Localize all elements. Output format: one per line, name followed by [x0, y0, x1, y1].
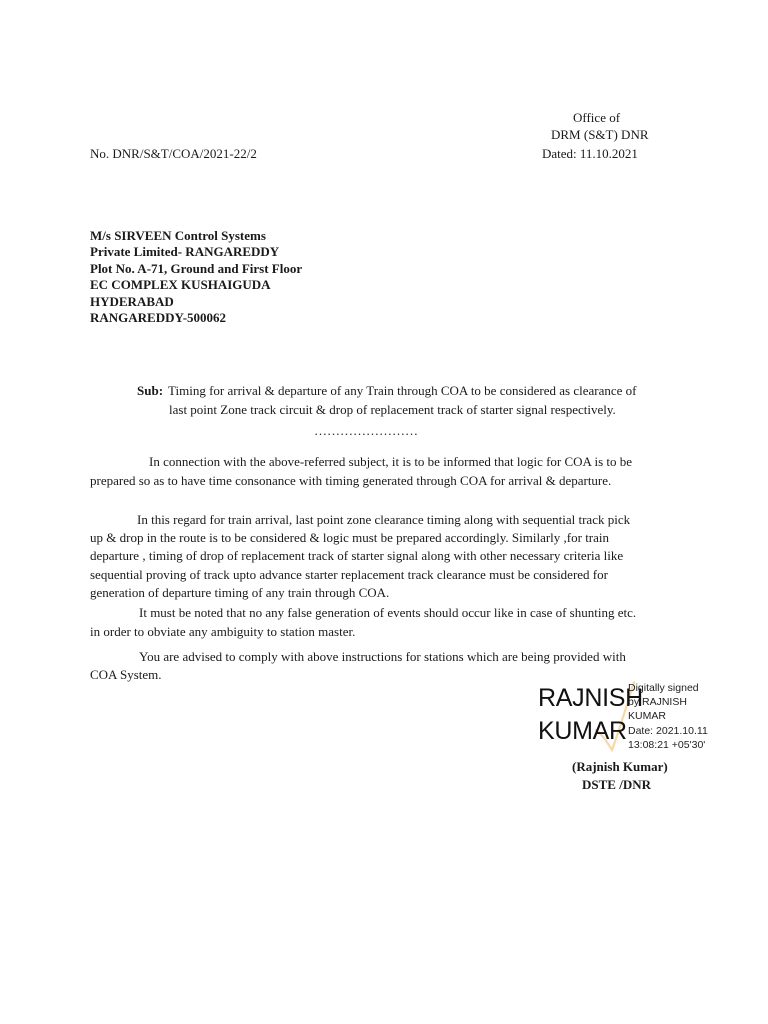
addressee-line: HYDERABAD: [90, 294, 174, 309]
body-paragraph-line: In this regard for train arrival, last point zone clearance timing along with sequential track pick: [137, 512, 631, 527]
signature-name-line: RAJNISH: [538, 684, 643, 712]
signatory-designation: DSTE /DNR: [582, 777, 651, 792]
signature-detail-line: Date: 2021.10.11: [628, 725, 708, 737]
subject-text: Timing for arrival & departure of any Train through COA to be considered as clearance of: [168, 383, 637, 398]
signature-detail-line: KUMAR: [628, 710, 666, 722]
body-paragraph-line: sequential proving of track upto advance starter replacement track clearance must be considered for: [90, 567, 608, 582]
body-paragraph-line: generation of departure timing of any train through COA.: [90, 585, 390, 600]
addressee-line: RANGAREDDY-500062: [90, 310, 227, 325]
signature-detail-line: 13:08:21 +05'30': [628, 739, 706, 751]
subject-separator: ……………………: [314, 423, 418, 438]
body-paragraph-line: COA System.: [90, 667, 162, 682]
body-paragraph-line: prepared so as to have time consonance with timing generated through COA for arrival & departure.: [90, 473, 612, 488]
addressee-line: EC COMPLEX KUSHAIGUDA: [90, 277, 271, 292]
reference-number: No. DNR/S&T/COA/2021-22/2: [90, 146, 257, 161]
office-line: Office of: [573, 110, 621, 125]
body-paragraph-line: departure , timing of drop of replacement track of starter signal along with other necessary criteria like: [90, 548, 624, 563]
subject-text: last point Zone track circuit & drop of replacement track of starter signal respectively.: [169, 402, 616, 417]
signature-detail-line: by RAJNISH: [628, 696, 687, 708]
addressee-line: M/s SIRVEEN Control Systems: [90, 228, 266, 243]
addressee-line: Private Limited- RANGAREDDY: [90, 244, 280, 259]
signature-detail-line: Digitally signed: [628, 682, 699, 694]
body-paragraph-line: in order to obviate any ambiguity to station master.: [90, 624, 356, 639]
addressee-line: Plot No. A-71, Ground and First Floor: [90, 261, 303, 276]
body-paragraph-line: up & drop in the route is to be considered & logic must be prepared accordingly. Similarly ,for train: [90, 530, 610, 545]
signatory-name: (Rajnish Kumar): [572, 759, 668, 774]
body-paragraph-line: It must be noted that no any false generation of events should occur like in case of shunting etc.: [139, 605, 637, 620]
subject-label: Sub:: [137, 383, 164, 398]
office-name: DRM (S&T) DNR: [551, 127, 649, 142]
signature-name-line: KUMAR: [538, 717, 627, 745]
body-paragraph-line: In connection with the above-referred subject, it is to be informed that logic for COA is to be: [149, 454, 633, 469]
date-line: Dated: 11.10.2021: [542, 146, 638, 161]
body-paragraph-line: You are advised to comply with above instructions for stations which are being provided with: [139, 649, 626, 664]
